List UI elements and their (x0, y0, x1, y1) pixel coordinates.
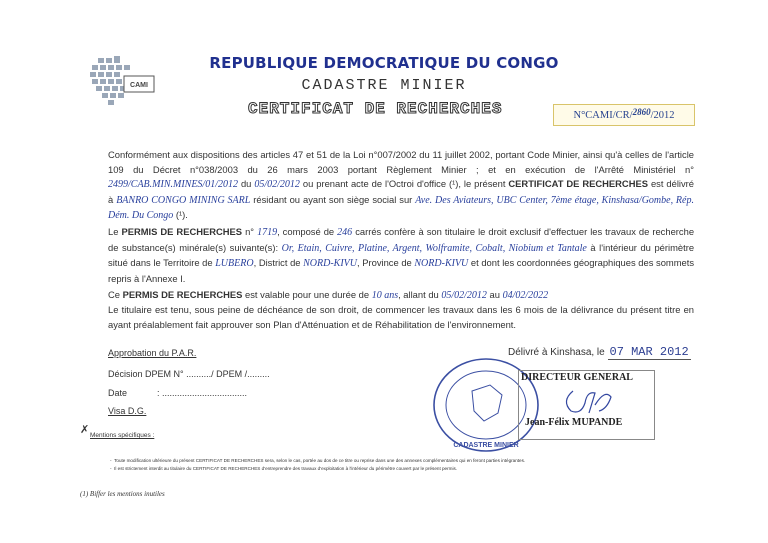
republic-title: REPUBLIQUE DEMOCRATIQUE DU CONGO (209, 54, 559, 72)
certificate-title: CERTIFICAT DE RECHERCHES (248, 100, 503, 118)
logo-text: CAMI (130, 82, 148, 89)
seal-text: CADASTRE MINIER (453, 442, 519, 449)
visa-line: Visa D.G. (108, 406, 147, 416)
date-line: Date : .................................. (108, 388, 248, 398)
paragraph-permit-scope: Le PERMIS DE RECHERCHES n° 1719, composé de 246 carrés confère à son titulaire le droit exclusif d'effectuer les travaux de recherche de substance(s) minérale(s) suivante(s): Or, Etain, Cuivre, Platine, Argent, Wolframite, Cobalt, Niobium et Tantale à l'intérieur du périmètre situé dans le Territoire de LUBERO, District de NORD-KIVU, Province de NORD-KIVU et dont les coordonnées géographiques des sommets repris à l'Annexe I. (108, 226, 695, 284)
footnote: (1) Biffer les mentions inutiles (80, 490, 165, 498)
paragraph-validity: Ce PERMIS DE RECHERCHES est valable pour une durée de 10 ans, allant du 05/02/2012 au 04/02/2022 (108, 289, 549, 301)
director-title: DIRECTEUR GENERAL (521, 372, 633, 383)
cadastre-title: CADASTRE MINIER (301, 77, 467, 94)
handwritten-signature (555, 383, 625, 417)
paragraph-legal-basis: Conformément aux dispositions des articles 47 et 51 de la Loi n°007/2002 du 11 juillet 2002, portant Code Minier, ainsi qu'à celles de l'article 109 du Décret n°038/2003 du 26 mars 2003 portant Règlement Minier ; et en exécution de l'Arrêté Ministériel n° 2499/CAB.MIN.MINES/01/2012 du 05/02/2012 ou prenant acte de l'Octroi d'office (¹), le présent CERTIFICAT DE RECHERCHES est délivré à BANRO CONGO MINING SARL résidant ou ayant son siège social sur Ave. Des Aviateurs, UBC Center, 7ème étage, Kinshasa/Gombe, Rép. Dém. Du Congo (¹). (108, 149, 695, 222)
delivery-date-stamp: 07 MAR 2012 (609, 345, 689, 359)
note-item: - Toute modification ultérieure du présent CERTIFICAT DE RECHERCHES sera, selon le cas, portée au dos de ce titre ou reprise dans une des annexes complémentaires qui en feront parties intégrantes. (110, 458, 526, 463)
mentions-title: Mentions spécifiques : (90, 432, 155, 439)
paragraph-obligations: Le titulaire est tenu, sous peine de déchéance de son droit, de commencer les travaux dans les 6 mois de la délivrance du présent titre en ayant préalablement fait approuver son Plan d'Atténuation et de Réhabilitation de l'environnement. (108, 304, 694, 330)
delivery-line: Délivré à Kinshasa, le 07 MAR 2012 (508, 345, 689, 359)
certificate-number: N°CAMI/CR/2860/2012 (553, 104, 695, 126)
director-name: Jean-Félix MUPANDE (525, 417, 623, 428)
note-item: - Il est strictement interdit au titulaire du CERTIFICAT DE RECHERCHES d'entreprendre des travaux d'exploitation à l'intérieur du périmètre couvert par le présent permis. (110, 466, 458, 471)
decision-line: Décision DPEM N° ........../ DPEM /......... (108, 369, 270, 379)
approbation-title: Approbation du P.A.R. (108, 348, 197, 358)
cross-mark-icon: ✗ (80, 424, 90, 436)
